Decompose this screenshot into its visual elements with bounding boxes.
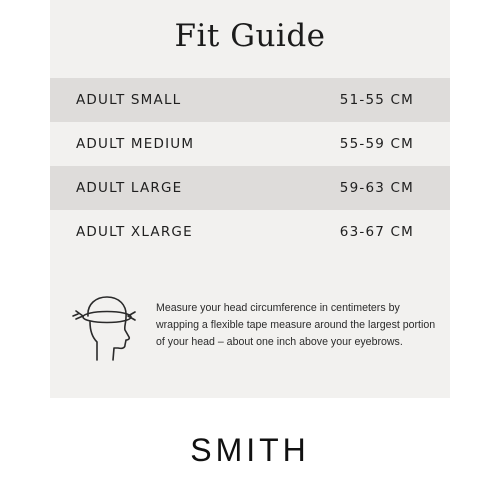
table-row: [50, 122, 450, 166]
size-range: 55-59 CM: [339, 136, 414, 152]
table-row: [50, 78, 450, 122]
instructions-text: Measure your head circumference in centimeters by wrapping a flexible tape measure around the largest portion of your head – about one inch above your eyebrows.: [156, 302, 436, 348]
size-range: 63-67 CM: [339, 224, 414, 240]
page-title: Fit Guide: [174, 18, 326, 54]
table-row: [50, 166, 450, 210]
size-name: ADULT XLARGE: [76, 224, 193, 240]
brand-logo: SMITH: [190, 432, 310, 468]
size-name: ADULT LARGE: [76, 180, 183, 196]
measure-instructions: [70, 292, 440, 372]
fit-guide-card: [50, 0, 450, 398]
head-measure-icon: [70, 292, 136, 362]
size-range: 51-55 CM: [339, 92, 414, 108]
size-name: ADULT SMALL: [76, 92, 182, 108]
size-range: 59-63 CM: [339, 180, 414, 196]
size-name: ADULT MEDIUM: [76, 136, 195, 152]
table-row: [50, 210, 450, 254]
